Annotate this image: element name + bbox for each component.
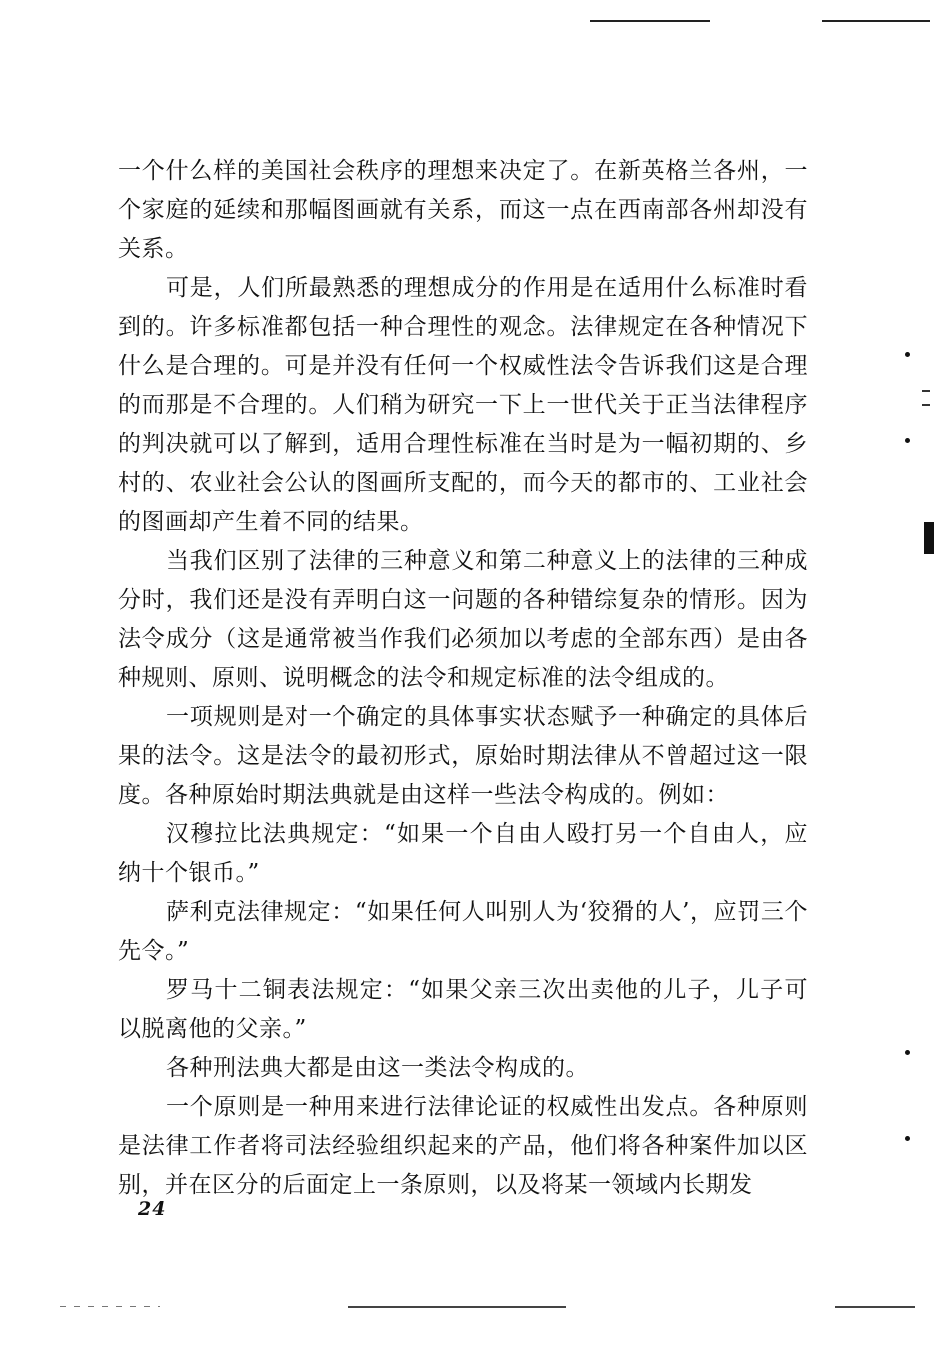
paragraph-7: 罗马十二铜表法规定：“如果父亲三次出卖他的儿子，儿子可以脱离他的父亲。” bbox=[118, 977, 808, 1042]
header-rule-left bbox=[590, 20, 710, 22]
scan-mark bbox=[922, 404, 930, 406]
scan-speck bbox=[905, 1136, 910, 1141]
scan-edge-bar bbox=[924, 522, 934, 554]
scan-mark bbox=[60, 1306, 160, 1307]
paragraph-1: 一个什么样的美国社会秩序的理想来决定了。在新英格兰各州，一个家庭的延续和那幅图画就有关系，而这一点在西南部各州却没有关系。 bbox=[118, 158, 808, 262]
paragraph-8: 各种刑法典大都是由这一类法令构成的。 bbox=[166, 1055, 589, 1081]
paragraph-5: 汉穆拉比法典规定：“如果一个自由人殴打另一个自由人，应纳十个银币。” bbox=[118, 821, 808, 886]
scan-mark bbox=[348, 1306, 566, 1308]
scan-speck bbox=[905, 438, 910, 443]
paragraph-4: 一项规则是对一个确定的具体事实状态赋予一种确定的具体后果的法令。这是法令的最初形式，原始时期法律从不曾超过这一限度。各种原始时期法典就是由这样一些法令构成的。例如： bbox=[118, 704, 808, 808]
scan-mark bbox=[835, 1306, 915, 1308]
page-number: 24 bbox=[138, 1198, 167, 1220]
body-text bbox=[118, 152, 808, 1205]
paragraph-9: 一个原则是一种用来进行法律论证的权威性出发点。各种原则是法律工作者将司法经验组织起来的产品，他们将各种案件加以区别，并在区分的后面定上一条原则，以及将某一领域内长期发 bbox=[118, 1094, 808, 1198]
paragraph-2: 可是，人们所最熟悉的理想成分的作用是在适用什么标准时看到的。许多标准都包括一种合理性的观念。法律规定在各种情况下什么是合理的。可是并没有任何一个权威性法令告诉我们这是合理的而那是不合理的。人们稍为研究一下上一世代关于正当法律程序的判决就可以了解到，适用合理性标准在当时是为一幅初期的、乡村的、农业社会公认的图画所支配的，而今天的都市的、工业社会的图画却产生着不同的结果。 bbox=[118, 275, 808, 535]
scan-speck bbox=[905, 1050, 910, 1055]
header-rule-right bbox=[822, 20, 930, 22]
scan-speck bbox=[905, 352, 910, 357]
paragraph-6: 萨利克法律规定：“如果任何人叫别人为‘狡猾的人’，应罚三个先令。” bbox=[118, 899, 808, 964]
paragraph-3: 当我们区别了法律的三种意义和第二种意义上的法律的三种成分时，我们还是没有弄明白这一问题的各种错综复杂的情形。因为法令成分（这是通常被当作我们必须加以考虑的全部东西）是由各种规则、原则、说明概念的法令和规定标准的法令组成的。 bbox=[118, 548, 808, 691]
scan-mark bbox=[922, 390, 930, 392]
